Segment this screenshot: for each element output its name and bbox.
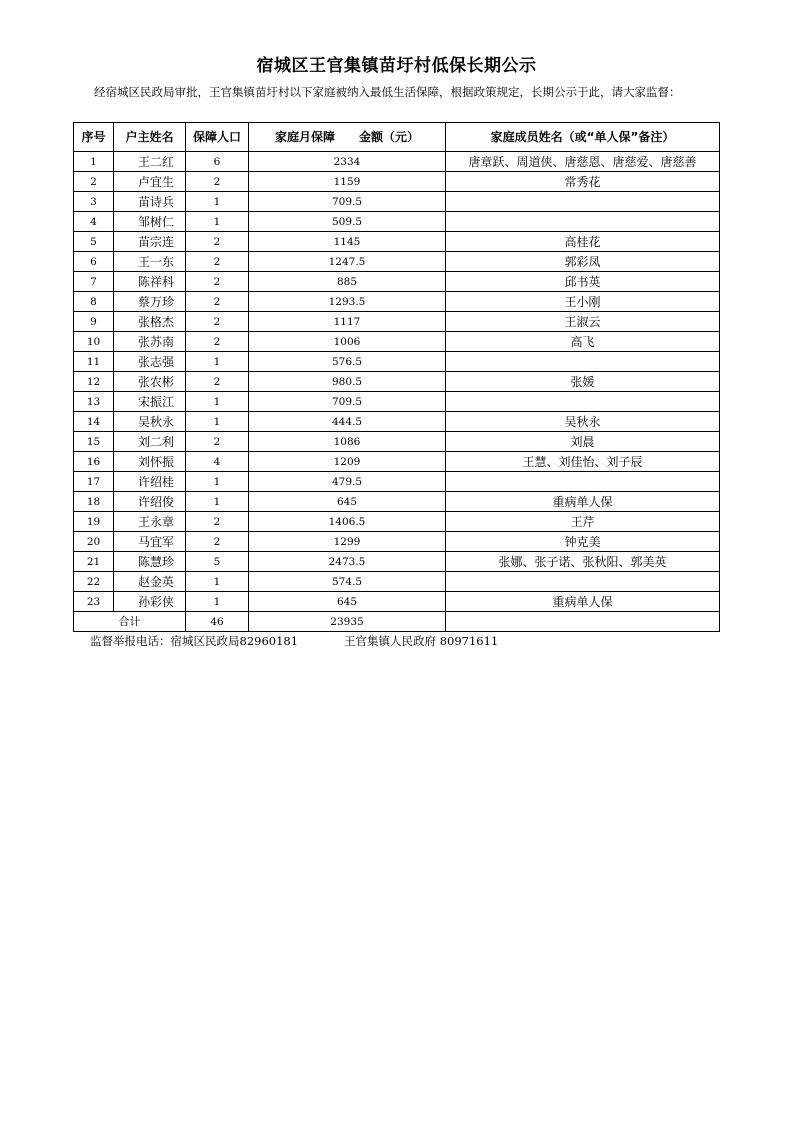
cell-head-name: 张格杰 bbox=[114, 312, 186, 332]
cell-amount: 479.5 bbox=[249, 472, 446, 492]
cell-members: 重病单人保 bbox=[446, 592, 720, 612]
cell-index: 17 bbox=[74, 472, 114, 492]
cell-index: 8 bbox=[74, 292, 114, 312]
table-row bbox=[74, 512, 720, 532]
table-row bbox=[74, 152, 720, 172]
cell-members: 高飞 bbox=[446, 332, 720, 352]
cell-head-name: 王永章 bbox=[114, 512, 186, 532]
cell-amount: 1247.5 bbox=[249, 252, 446, 272]
cell-amount: 645 bbox=[249, 592, 446, 612]
cell-head-name: 张志强 bbox=[114, 352, 186, 372]
cell-amount: 1145 bbox=[249, 232, 446, 252]
cell-members: 重病单人保 bbox=[446, 492, 720, 512]
table-row bbox=[74, 332, 720, 352]
cell-index: 15 bbox=[74, 432, 114, 452]
cell-amount: 980.5 bbox=[249, 372, 446, 392]
cell-amount: 1117 bbox=[249, 312, 446, 332]
cell-persons: 1 bbox=[186, 352, 249, 372]
page-title: 宿城区王官集镇苗圩村低保长期公示 bbox=[256, 56, 537, 76]
cell-head-name: 吴秋永 bbox=[114, 412, 186, 432]
table-row bbox=[74, 532, 720, 552]
cell-amount: 1209 bbox=[249, 452, 446, 472]
cell-head-name: 许绍俊 bbox=[114, 492, 186, 512]
cell-index: 18 bbox=[74, 492, 114, 512]
cell-persons: 5 bbox=[186, 552, 249, 572]
cell-amount: 709.5 bbox=[249, 192, 446, 212]
total-persons: 46 bbox=[186, 612, 249, 632]
cell-members: 张媛 bbox=[446, 372, 720, 392]
footer-hotline bbox=[90, 633, 498, 649]
cell-amount: 574.5 bbox=[249, 572, 446, 592]
cell-amount: 509.5 bbox=[249, 212, 446, 232]
total-row bbox=[74, 612, 720, 632]
cell-head-name: 陈祥科 bbox=[114, 272, 186, 292]
cell-amount: 1406.5 bbox=[249, 512, 446, 532]
cell-index: 20 bbox=[74, 532, 114, 552]
cell-head-name: 张农彬 bbox=[114, 372, 186, 392]
table-body bbox=[74, 152, 720, 612]
cell-index: 6 bbox=[74, 252, 114, 272]
subsidy-table bbox=[73, 122, 720, 632]
cell-index: 1 bbox=[74, 152, 114, 172]
cell-members: 王小刚 bbox=[446, 292, 720, 312]
cell-index: 3 bbox=[74, 192, 114, 212]
cell-persons: 2 bbox=[186, 332, 249, 352]
cell-amount: 1299 bbox=[249, 532, 446, 552]
hotline-bureau: 宿城区民政局82960181 bbox=[170, 634, 299, 648]
hotline-town-gov: 王官集镇人民政府 80971611 bbox=[344, 634, 499, 648]
cell-amount: 576.5 bbox=[249, 352, 446, 372]
header-persons: 保障人口 bbox=[186, 123, 249, 152]
cell-head-name: 蔡万珍 bbox=[114, 292, 186, 312]
cell-index: 12 bbox=[74, 372, 114, 392]
cell-persons: 1 bbox=[186, 492, 249, 512]
cell-persons: 1 bbox=[186, 472, 249, 492]
intro-paragraph: 经宿城区民政局审批，王官集镇苗圩村以下家庭被纳入最低生活保障，根据政策规定，长期公示于此，请大家监督： bbox=[94, 85, 681, 99]
cell-head-name: 苗诗兵 bbox=[114, 192, 186, 212]
cell-head-name: 孙彩侠 bbox=[114, 592, 186, 612]
cell-amount: 444.5 bbox=[249, 412, 446, 432]
table-row bbox=[74, 372, 720, 392]
cell-persons: 2 bbox=[186, 172, 249, 192]
table-row bbox=[74, 232, 720, 252]
table-row bbox=[74, 592, 720, 612]
cell-index: 13 bbox=[74, 392, 114, 412]
cell-members bbox=[446, 352, 720, 372]
cell-index: 2 bbox=[74, 172, 114, 192]
cell-persons: 1 bbox=[186, 412, 249, 432]
table-row bbox=[74, 472, 720, 492]
header-index: 序号 bbox=[74, 123, 114, 152]
cell-head-name: 邹树仁 bbox=[114, 212, 186, 232]
cell-amount: 709.5 bbox=[249, 392, 446, 412]
cell-persons: 2 bbox=[186, 532, 249, 552]
cell-amount: 885 bbox=[249, 272, 446, 292]
table-row bbox=[74, 392, 720, 412]
cell-amount: 1293.5 bbox=[249, 292, 446, 312]
cell-amount: 1006 bbox=[249, 332, 446, 352]
cell-index: 23 bbox=[74, 592, 114, 612]
cell-members: 郭彩凤 bbox=[446, 252, 720, 272]
cell-persons: 1 bbox=[186, 572, 249, 592]
cell-members bbox=[446, 392, 720, 412]
cell-index: 14 bbox=[74, 412, 114, 432]
table-header-row bbox=[74, 123, 720, 152]
cell-head-name: 苗宗连 bbox=[114, 232, 186, 252]
cell-members: 吴秋永 bbox=[446, 412, 720, 432]
total-members bbox=[446, 612, 720, 632]
total-amount: 23935 bbox=[249, 612, 446, 632]
cell-persons: 2 bbox=[186, 232, 249, 252]
table-row bbox=[74, 292, 720, 312]
cell-persons: 4 bbox=[186, 452, 249, 472]
table-row bbox=[74, 272, 720, 292]
cell-head-name: 宋振江 bbox=[114, 392, 186, 412]
cell-members: 王淑云 bbox=[446, 312, 720, 332]
cell-index: 10 bbox=[74, 332, 114, 352]
cell-members: 张娜、张子诺、张秋阳、郭美英 bbox=[446, 552, 720, 572]
cell-persons: 2 bbox=[186, 512, 249, 532]
table-row bbox=[74, 212, 720, 232]
cell-index: 7 bbox=[74, 272, 114, 292]
table-row bbox=[74, 552, 720, 572]
cell-head-name: 王一东 bbox=[114, 252, 186, 272]
cell-members: 常秀花 bbox=[446, 172, 720, 192]
cell-index: 4 bbox=[74, 212, 114, 232]
cell-head-name: 赵金英 bbox=[114, 572, 186, 592]
cell-amount: 2473.5 bbox=[249, 552, 446, 572]
cell-index: 5 bbox=[74, 232, 114, 252]
table-row bbox=[74, 492, 720, 512]
cell-head-name: 马宜军 bbox=[114, 532, 186, 552]
header-members: 家庭成员姓名（或“单人保”备注） bbox=[446, 123, 720, 152]
cell-persons: 2 bbox=[186, 292, 249, 312]
table-row bbox=[74, 452, 720, 472]
cell-amount: 645 bbox=[249, 492, 446, 512]
cell-index: 21 bbox=[74, 552, 114, 572]
table-row bbox=[74, 252, 720, 272]
cell-members bbox=[446, 472, 720, 492]
header-head-name: 户主姓名 bbox=[114, 123, 186, 152]
cell-members: 钟克美 bbox=[446, 532, 720, 552]
cell-index: 9 bbox=[74, 312, 114, 332]
cell-members: 王慧、刘佳怡、刘子辰 bbox=[446, 452, 720, 472]
cell-head-name: 刘二利 bbox=[114, 432, 186, 452]
cell-head-name: 卢宜生 bbox=[114, 172, 186, 192]
cell-index: 16 bbox=[74, 452, 114, 472]
cell-persons: 2 bbox=[186, 252, 249, 272]
table-row bbox=[74, 572, 720, 592]
cell-persons: 1 bbox=[186, 392, 249, 412]
cell-index: 19 bbox=[74, 512, 114, 532]
cell-index: 11 bbox=[74, 352, 114, 372]
table-row bbox=[74, 432, 720, 452]
cell-persons: 2 bbox=[186, 372, 249, 392]
hotline-label: 监督举报电话： bbox=[90, 634, 171, 648]
cell-members: 唐章跃、周道侠、唐慈恩、唐慈爱、唐慈善 bbox=[446, 152, 720, 172]
cell-persons: 2 bbox=[186, 272, 249, 292]
total-label: 合计 bbox=[74, 612, 186, 632]
cell-head-name: 张苏南 bbox=[114, 332, 186, 352]
cell-amount: 1086 bbox=[249, 432, 446, 452]
table-row bbox=[74, 352, 720, 372]
cell-persons: 2 bbox=[186, 312, 249, 332]
cell-head-name: 刘怀振 bbox=[114, 452, 186, 472]
cell-persons: 1 bbox=[186, 592, 249, 612]
cell-amount: 2334 bbox=[249, 152, 446, 172]
cell-persons: 6 bbox=[186, 152, 249, 172]
cell-members: 高桂花 bbox=[446, 232, 720, 252]
cell-members bbox=[446, 192, 720, 212]
table-row bbox=[74, 172, 720, 192]
cell-members bbox=[446, 572, 720, 592]
cell-persons: 1 bbox=[186, 192, 249, 212]
cell-members: 刘晨 bbox=[446, 432, 720, 452]
cell-index: 22 bbox=[74, 572, 114, 592]
cell-members bbox=[446, 212, 720, 232]
cell-head-name: 陈慧珍 bbox=[114, 552, 186, 572]
header-amount: 家庭月保障 金额（元） bbox=[249, 123, 446, 152]
cell-head-name: 许绍桂 bbox=[114, 472, 186, 492]
table-row bbox=[74, 192, 720, 212]
cell-members: 邱书英 bbox=[446, 272, 720, 292]
cell-head-name: 王二红 bbox=[114, 152, 186, 172]
table-row bbox=[74, 312, 720, 332]
cell-amount: 1159 bbox=[249, 172, 446, 192]
cell-persons: 1 bbox=[186, 212, 249, 232]
cell-members: 王芹 bbox=[446, 512, 720, 532]
cell-persons: 2 bbox=[186, 432, 249, 452]
table-row bbox=[74, 412, 720, 432]
